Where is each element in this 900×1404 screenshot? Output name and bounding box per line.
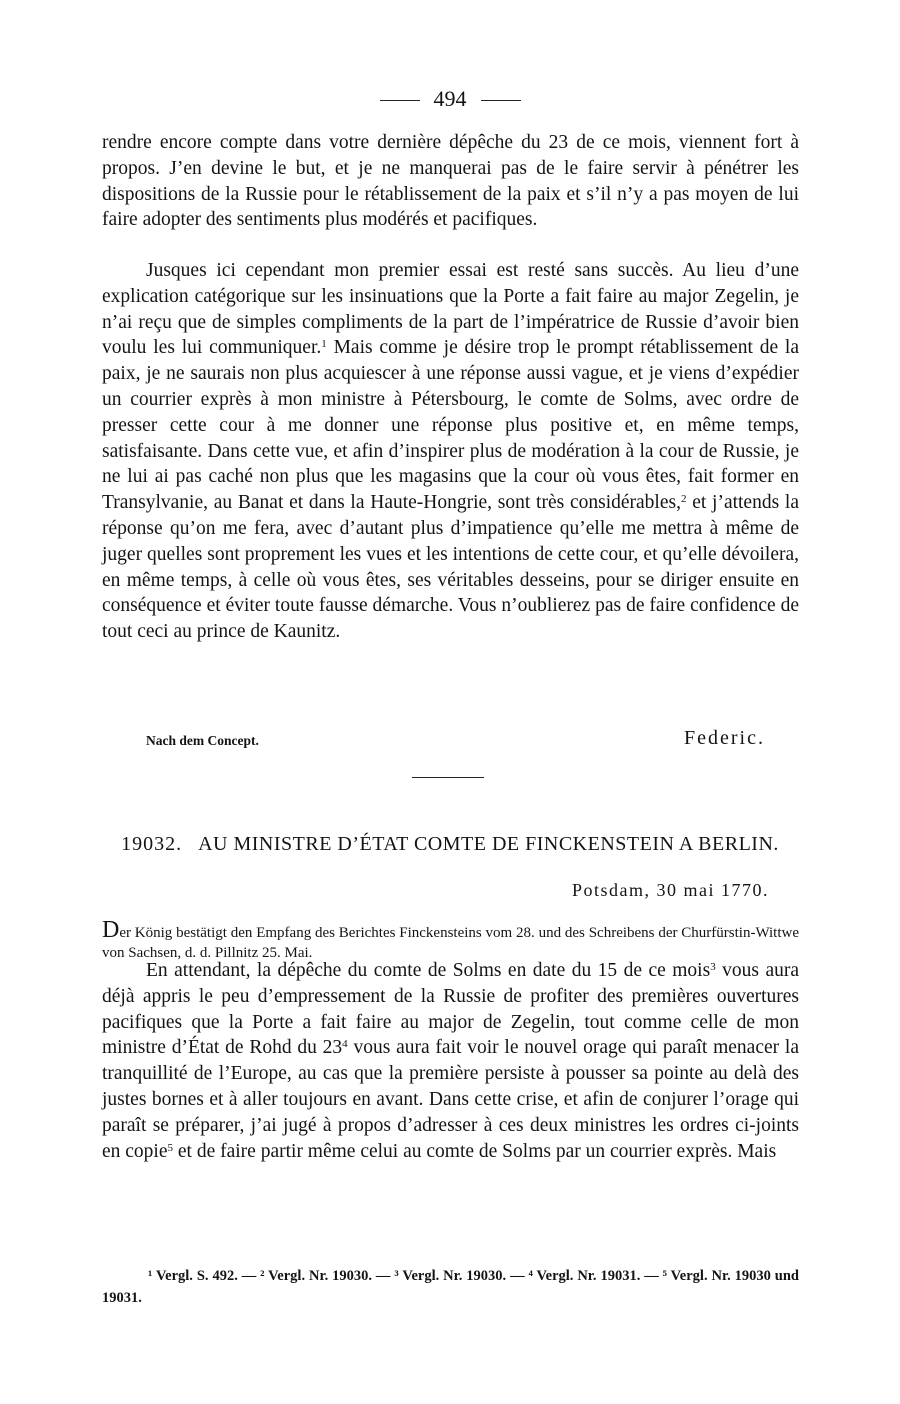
section-divider (412, 777, 484, 778)
page-number-dash-right (481, 100, 521, 101)
letter-summary (102, 917, 799, 963)
footnote-ref-3: 3 (710, 961, 716, 973)
summary-initial: D (102, 917, 120, 943)
letter-number: 19032. (121, 833, 183, 855)
letter-continuation-paragraph: rendre encore compte dans votre dernière dépêche du 23 de ce mois, viennent fort à propos. J’en devine le but, et je ne manquerai pas de le faire servir à pénétrer les dispositions de la Russie pour le rétablissement de la paix et s’il n’y a pas moyen de lui faire adopter des sentiments plus modérés et pacifiques. (102, 132, 799, 231)
paragraph-3-text-d: et de faire partir même celui au comte de Solms par un courrier exprès. Mais (173, 1140, 777, 1162)
letter-date: Potsdam, 30 mai 1770. (572, 880, 769, 900)
footnote-ref-5: 5 (167, 1141, 174, 1154)
letter-paragraph-2 (102, 258, 799, 645)
letter-paragraph-3 (102, 958, 799, 1164)
signature: Federic. (684, 727, 765, 749)
paragraph-2-text-c: et j’attends la réponse qu’on me fera, avec d’autant plus d’impatience qu’elle me mettra à même de juger quelles sont proprement les vues et les intentions de cette cour, et qu’elle dévoilera, en même temps, à celle où vous êtes, ses véritables desseins, pour se diriger ensuite en conséquence et éviter toute fausse démarche. Vous n’oublierez pas de faire confidence de tout ceci au prince de Kaunitz. (102, 492, 799, 643)
footnote-ref-1: 1 (321, 338, 327, 351)
paragraph-2-text-b: Mais comme je désire trop le prompt rétablissement de la paix, je ne saurais non plus acquiescer à une réponse aussi vague, et je viens d’expédier un courrier exprès à mon ministre à Pétersbourg, le comte de Solms, avec ordre de presser cette cour à me donner une réponse plus positive et, en même temps, satisfaisante. Dans cette vue, et afin d’inspirer plus de modération à la cour de Russie, je ne lui ai pas caché non plus que les magasins que la cour où vous êtes, fait former en Transylvanie, au Banat et dans la Haute-Hongrie, sont très considérables, (102, 337, 799, 514)
footnote-ref-4: 4 (342, 1038, 348, 1051)
letter-title: AU MINISTRE D’ÉTAT COMTE DE FINCKENSTEIN A BERLIN. (198, 833, 779, 855)
summary-text: er König bestätigt den Empfang des Berichtes Finckensteins vom 28. und des Schreibens der Churfürstin-Wittwe von Sachsen, d. d. Pillnitz 25. Mai. (102, 925, 799, 961)
paragraph-3-text-b: vous aura déjà appris le peu d’empressement de la Russie de profiter des premières ouvertures pacifiques que la Porte a fait faire au major de Zegelin, tout comme celle de mon ministre d’État de Rohd du 23 (102, 960, 799, 1059)
paragraph-3-text-c: vous aura fait voir le nouvel orage qui paraît menacer la tranquillité de l’Europe, au cas que la première persiste à pousser sa pointe au delà des justes bornes et à aller toujours en avant. Dans cette crise, et afin de conjurer l’orage qui paraît se préparer, j’ai jugé à propos d’adresser à ces deux ministres les ordres ci-joints en copie (102, 1037, 799, 1162)
page-number-text: 494 (433, 86, 467, 111)
footnote-ref-2: 2 (680, 493, 687, 506)
footnotes: ¹ Vergl. S. 492. — ² Vergl. Nr. 19030. — ³ Vergl. Nr. 19030. — ⁴ Vergl. Nr. 19031. — ⁵ Vergl. Nr. 19030 und 19031. (102, 1267, 799, 1306)
source-note: Nach dem Concept. (146, 733, 259, 748)
letter-heading (100, 832, 800, 857)
paragraph-2-text-a: Jusques ici cependant mon premier essai est resté sans succès. Au lieu d’une explication catégorique sur les insinuations que la Porte a fait faire au major Zegelin, je n’ai reçu que de simples compliments de la part de l’impératrice de Russie d’avoir bien voulu les lui communiquer. (102, 260, 799, 359)
page-number (0, 86, 900, 112)
page-number-dash-left (380, 100, 420, 101)
paragraph-3-text-a: En attendant, la dépêche du comte de Solms en date du 15 de ce mois (146, 960, 711, 981)
